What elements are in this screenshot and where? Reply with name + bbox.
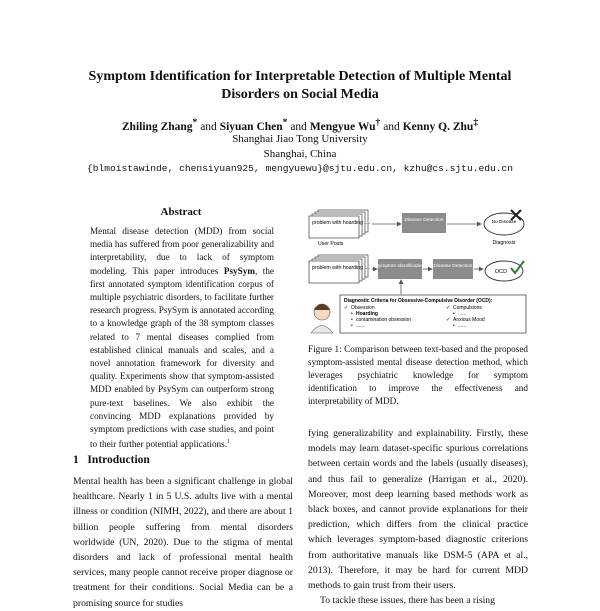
abstract-heading: Abstract bbox=[160, 206, 202, 218]
author-name: Zhiling Zhang bbox=[121, 120, 193, 133]
affiliation: Shanghai Jiao Tong University bbox=[232, 133, 368, 145]
intro-paragraph: fying generalizability and explainability. Firstly, these models may learn dataset-specific spurious correlations between certain words and the labels (usually diseases), and thus fail to generalize (Harrigan et al., 2020). Moreover, most deep learning based methods work as black boxes, and cannot provide explanations for their prediction, which differs from the clinical practice which leverages symptom-based diagnostic criterions from authoritative manuals like DSM-5 (APA et al., 2013). Therefore, it may be hard for current MDD methods to gain trust from their users. bbox=[308, 428, 528, 592]
author-conj: and bbox=[290, 120, 307, 133]
check-icon: ✔ bbox=[446, 317, 451, 323]
abstract-body bbox=[90, 225, 274, 452]
figure-caption: Figure 1: Comparison between text-based and the proposed symptom-assisted mental disease detection method, which leverages psychiatric knowledge for symptom identification to improve the effectiveness and interpretability of MDD. bbox=[308, 344, 528, 406]
title-line-1: Symptom Identification for Interpretable Detection of Multiple Mental bbox=[88, 69, 512, 84]
author-conj: and bbox=[200, 120, 217, 133]
author-emails: {blmoistawinde, chensiyuan925, mengyuewu}@sjtu.edu.cn, kzhu@cs.sjtu.edu.cn bbox=[86, 163, 514, 174]
bullet-icon: • bbox=[351, 317, 353, 323]
author-mark: * bbox=[192, 117, 198, 128]
criteria-item: Obsession bbox=[351, 305, 375, 311]
intro-left-column: Mental health has been a significant challenge in global healthcare. Nearly 1 in 5 U.S. adults live with a mental illness or condition (NIMH, 2022), and there are about 1 billion people suffering from mental disorders worldwide (UN, 2020). Due to the stigma of mental disorders and lack of professional mental health services, many people cannot receive proper diagnose or treatment for their conditions. Social Media can be a promising source for studies bbox=[73, 476, 293, 609]
bullet-icon: • bbox=[453, 323, 455, 329]
criteria-item: Compulsions bbox=[453, 305, 482, 311]
disease-detection-box bbox=[433, 259, 473, 279]
user-posts-label: User Posts bbox=[318, 241, 344, 247]
criteria-subitem: ...... bbox=[458, 323, 467, 329]
bullet-icon: • bbox=[453, 311, 455, 317]
diagnosis-label: Diagnosis bbox=[492, 240, 516, 246]
figure-1 bbox=[306, 200, 528, 335]
posts-text: problem with hoarding .... bbox=[312, 265, 371, 271]
intro-paragraph: To tackle these issues, there has been a rising bbox=[320, 595, 495, 607]
disease-detection-box bbox=[402, 213, 446, 233]
criteria-subitem: ...... bbox=[356, 323, 365, 329]
abstract-text: , the first annotated symptom identification corpus of multiple psychiatric disorders, to facilitate further research progress. PsySym is annotated according to a knowledge graph of the 38 symptom classes related to 7 mental diseases complied from established clinical manuals and scales, and a novel annotation framework for diversity and quality. Experiments show that symptom-assisted MDD enabled by PsySym can outperform strong pure-text baselines. We also exhibit the convincing MDD explanations provided by symptom predictions with case studies, and point to their further potential applications. bbox=[90, 265, 275, 450]
symptom-identification-box bbox=[378, 259, 422, 279]
criteria-item: Anxious Mood bbox=[453, 317, 485, 323]
criteria-subitem: Hoarding bbox=[356, 311, 378, 317]
location: Shanghai, China bbox=[263, 148, 337, 160]
symptom-identification-label: Symptom Identification bbox=[375, 264, 425, 269]
intro-right-column bbox=[308, 426, 528, 608]
title-line-2: Disorders on Social Media bbox=[221, 87, 379, 102]
section-number: 1 bbox=[73, 454, 79, 466]
disease-detection-label: Disease Detection bbox=[433, 264, 473, 269]
author-name: Mengyue Wu bbox=[309, 120, 376, 133]
author-name: Siyuan Chen bbox=[219, 120, 283, 133]
author-conj: and bbox=[383, 120, 400, 133]
author-mark: † bbox=[375, 117, 381, 128]
doctor-icon bbox=[311, 304, 333, 333]
criteria-subitem: contamination obsession bbox=[356, 317, 412, 323]
abstract-text: Mental disease detection (MDD) from social media has suffered from poor generalizability and interpretability, due to lack of symptom modeling. This paper introduces bbox=[90, 226, 274, 276]
criteria-title: Diagnostic Criteria for Obsessive-Compulsive Disorder (OCD): bbox=[344, 298, 493, 304]
footnote-mark: 1 bbox=[227, 439, 231, 446]
criteria-subitem: ...... bbox=[458, 311, 467, 317]
abstract-bold: PsySym bbox=[223, 265, 255, 276]
check-icon: ✔ bbox=[446, 305, 451, 311]
disease-detection-label: Disease Detection bbox=[404, 218, 444, 223]
section-title: Introduction bbox=[87, 454, 150, 466]
posts-stack-2 bbox=[309, 255, 370, 283]
check-icon: ✔ bbox=[344, 305, 349, 311]
author-list bbox=[0, 117, 600, 133]
author-mark: ‡ bbox=[473, 117, 479, 128]
posts-stack-1 bbox=[309, 210, 370, 238]
author-mark: * bbox=[282, 117, 288, 128]
paper-title bbox=[0, 68, 600, 104]
posts-text: problem with hoarding .... bbox=[312, 220, 371, 226]
section-heading bbox=[73, 454, 150, 466]
bullet-icon: • bbox=[351, 323, 353, 329]
bullet-icon: • bbox=[351, 311, 353, 317]
ocd-label: OCD bbox=[494, 269, 508, 275]
author-name: Kenny Q. Zhu bbox=[402, 120, 474, 133]
no-disease-label: No Disease bbox=[491, 220, 517, 225]
